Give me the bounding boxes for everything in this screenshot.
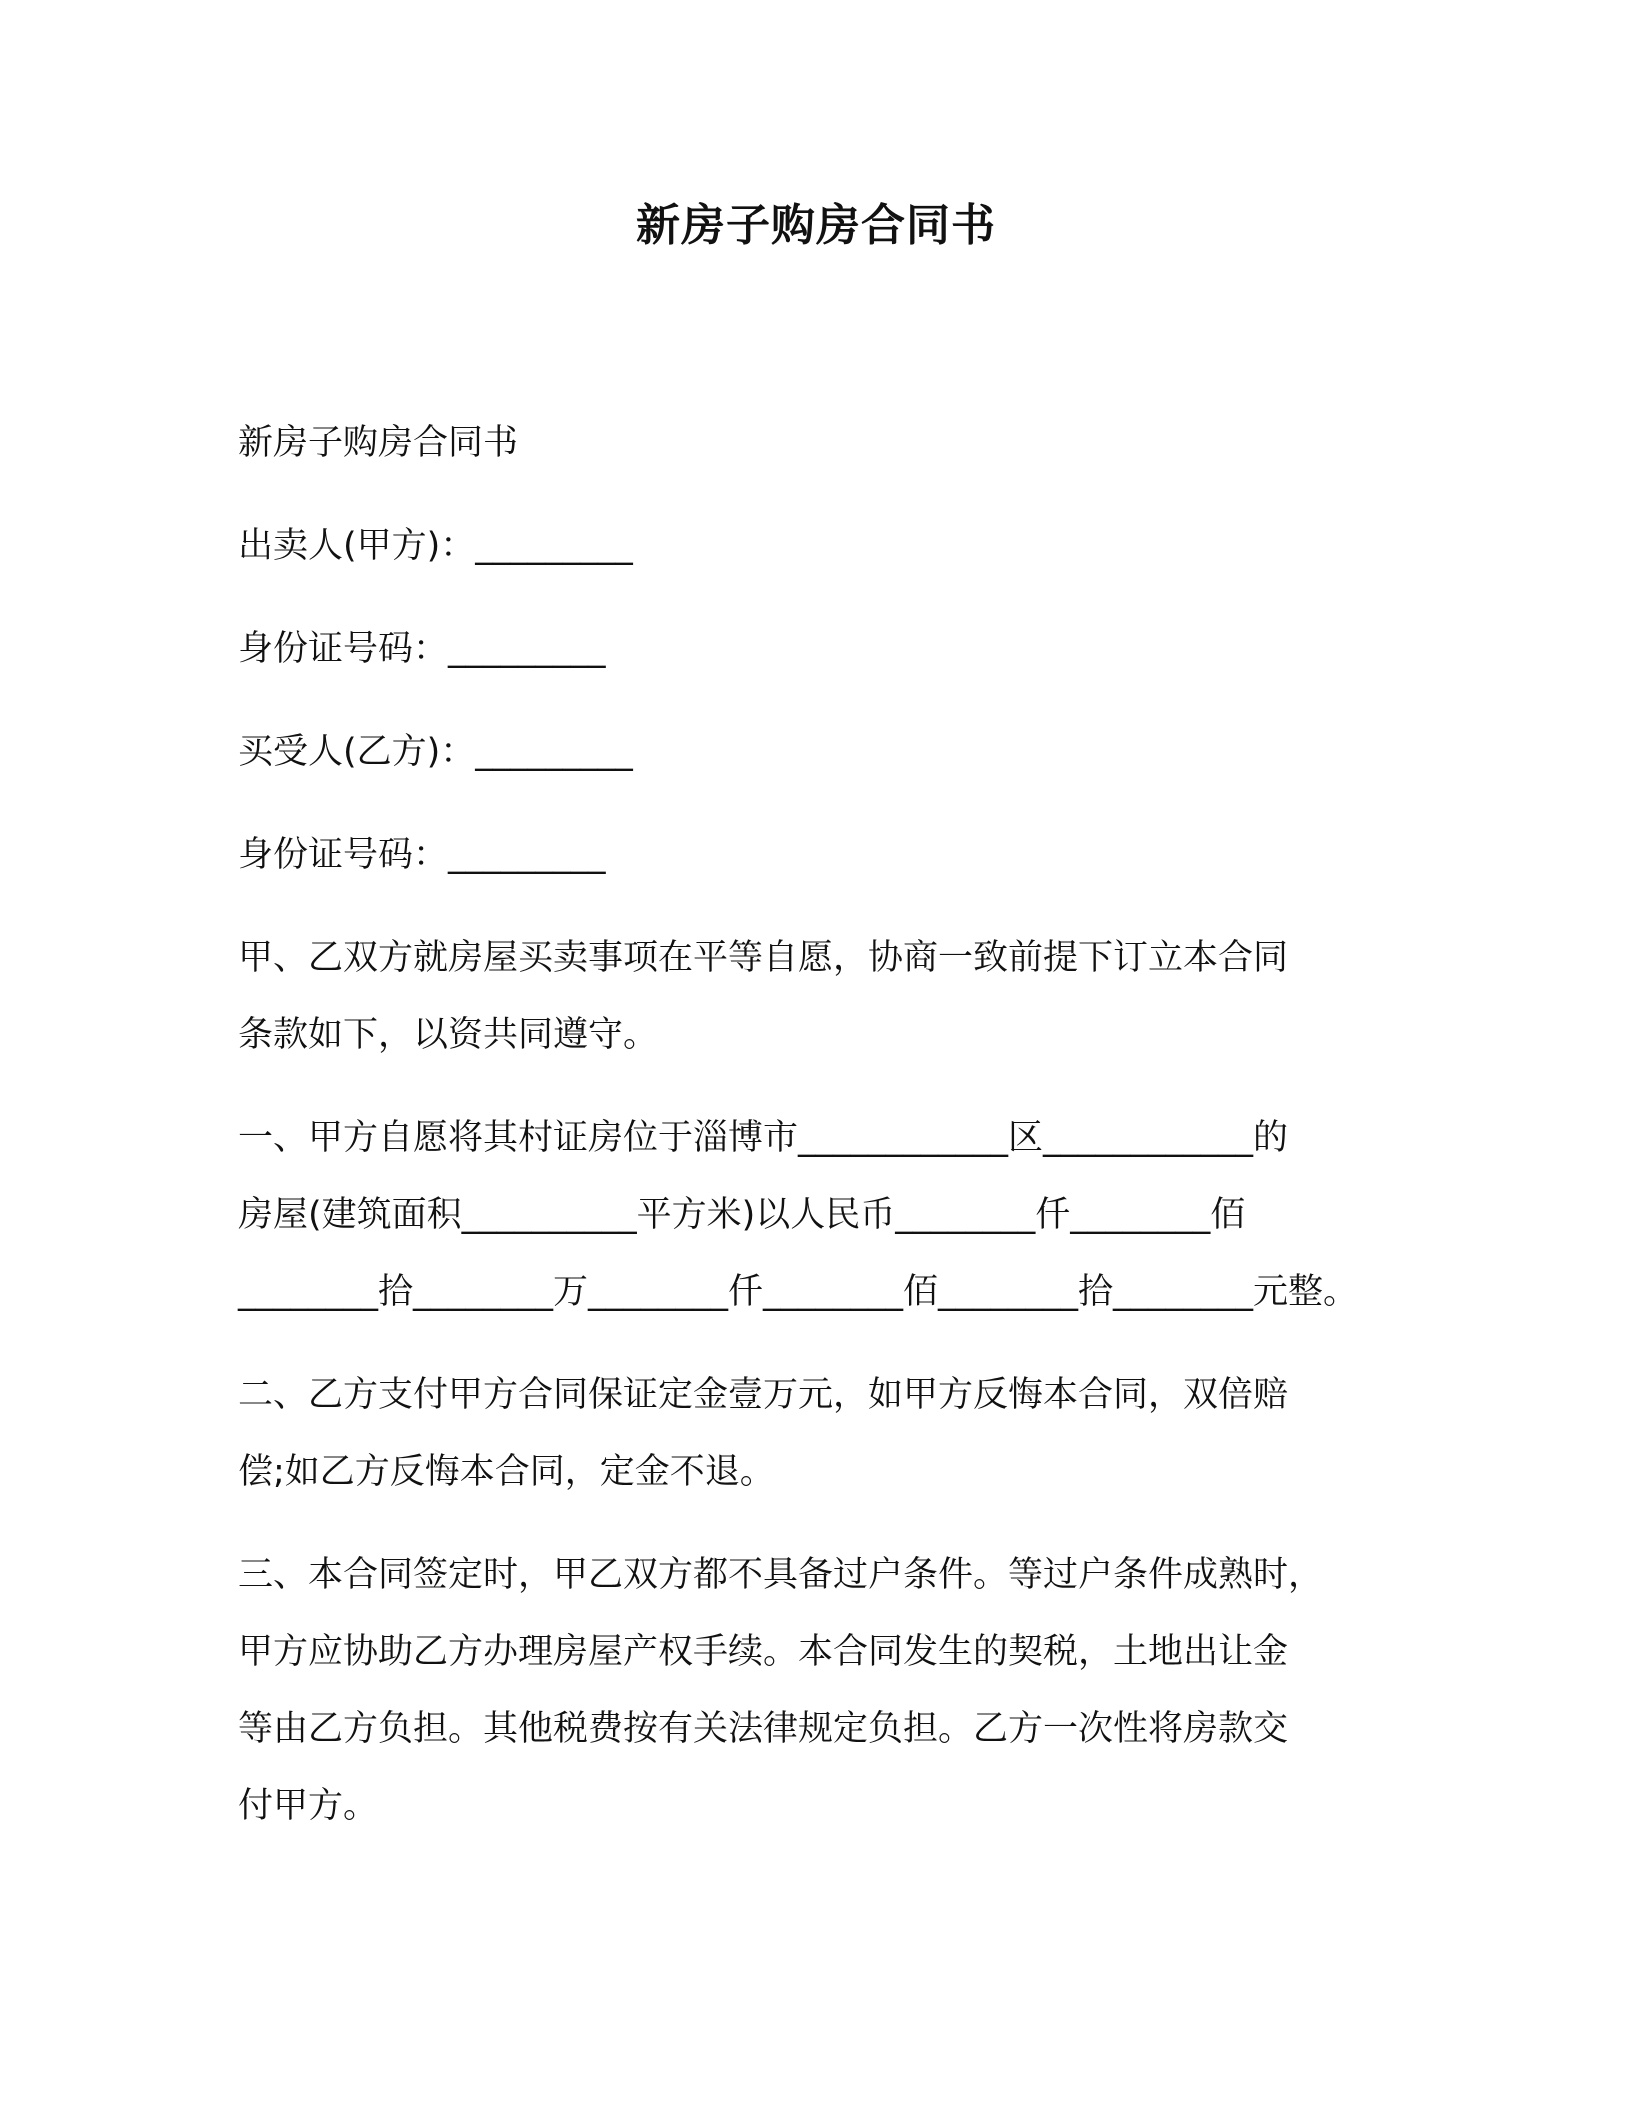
- clause-3: [238, 1550, 1418, 1831]
- document-title: 新房子购房合同书: [636, 200, 996, 251]
- clause-1-line: 一、甲方自愿将其村证房位于淄博市____________区____________的: [238, 1118, 1289, 1158]
- document-body: [238, 418, 1418, 1831]
- intro-line: 甲、乙双方就房屋买卖事项在平等自愿，协商一致前提下订立本合同: [238, 938, 1289, 978]
- clause-3-line: 等由乙方负担。其他税费按有关法律规定负担。乙方一次性将房款交: [238, 1709, 1289, 1749]
- intro-paragraph: [238, 933, 1418, 1060]
- clause-2-line: 二、乙方支付甲方合同保证定金壹万元，如甲方反悔本合同，双倍赔: [238, 1375, 1289, 1415]
- clause-3-line: 付甲方。: [238, 1786, 379, 1826]
- buyer-field: 买受人(乙方)：_________: [238, 732, 633, 772]
- clause-2: [238, 1370, 1418, 1497]
- clause-1: [238, 1113, 1418, 1317]
- clause-3-line: 甲方应协助乙方办理房屋产权手续。本合同发生的契税，土地出让金: [238, 1632, 1289, 1672]
- document-subtitle: 新房子购房合同书: [238, 423, 519, 463]
- clause-1-line: 房屋(建筑面积__________平方米)以人民币________仟________佰: [238, 1195, 1246, 1235]
- seller-id-field: 身份证号码：_________: [238, 629, 606, 669]
- clause-1-line: ________拾________万________仟________佰________拾________元整。: [238, 1272, 1359, 1312]
- clause-2-line: 偿;如乙方反悔本合同，定金不退。: [238, 1452, 775, 1492]
- clause-3-line: 三、本合同签定时，甲乙双方都不具备过户条件。等过户条件成熟时，: [238, 1555, 1324, 1595]
- buyer-id-field: 身份证号码：_________: [238, 835, 606, 875]
- seller-field: 出卖人(甲方)：_________: [238, 526, 633, 566]
- intro-line: 条款如下，以资共同遵守。: [238, 1015, 659, 1055]
